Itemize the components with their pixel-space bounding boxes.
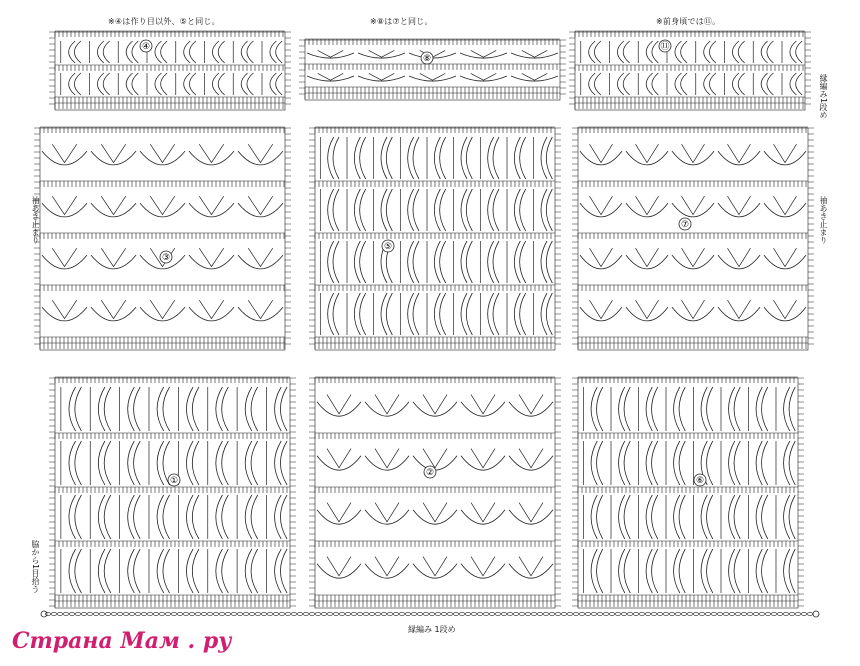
label-bottom: 縁編み 1段め	[408, 625, 456, 634]
panel-8	[299, 39, 566, 100]
svg-text:⑥: ⑥	[695, 476, 705, 486]
panel-number-11	[659, 40, 671, 52]
label-left-upper: 袖あき止まり	[31, 196, 40, 244]
foundation-chain	[41, 611, 819, 617]
panel-2	[309, 377, 561, 608]
svg-text:②: ②	[425, 468, 435, 478]
svg-text:⑤: ⑤	[383, 242, 393, 252]
label-right-lower: 袖あき止まり	[819, 196, 828, 244]
panel-1	[49, 377, 296, 608]
svg-text:③: ③	[161, 253, 171, 263]
panel-number-1	[168, 474, 180, 486]
note-top-left: ※④は作り目以外、⑤と同じ。	[108, 17, 220, 26]
panel-3	[34, 127, 291, 350]
label-right-upper: 縁編み1段め	[819, 74, 828, 120]
panel-11	[569, 31, 811, 110]
svg-text:④: ④	[141, 42, 151, 52]
panel-number-4	[140, 40, 152, 52]
panel-7	[572, 127, 814, 350]
panel-number-5	[382, 240, 394, 252]
panel-numbers-layer	[140, 40, 706, 486]
label-left-lower: 脇から1目拾う	[31, 540, 40, 594]
panel-4	[49, 31, 291, 110]
svg-text:①: ①	[169, 476, 179, 486]
panel-number-6	[694, 474, 706, 486]
panel-6	[572, 377, 804, 608]
panels-layer	[34, 31, 819, 617]
svg-text:⑦: ⑦	[680, 220, 690, 230]
note-top-right: ※前身頃では⑪。	[656, 17, 721, 26]
note-top-middle: ※⑧は⑦と同じ。	[370, 17, 433, 26]
panel-5	[309, 127, 561, 350]
panel-number-7	[679, 218, 691, 230]
panel-number-2	[424, 466, 436, 478]
panel-number-8	[421, 52, 433, 64]
watermark: Страна Мам . ру	[12, 628, 232, 654]
panel-number-3	[160, 251, 172, 263]
svg-text:⑧: ⑧	[422, 54, 432, 64]
svg-text:⑪: ⑪	[660, 42, 670, 52]
